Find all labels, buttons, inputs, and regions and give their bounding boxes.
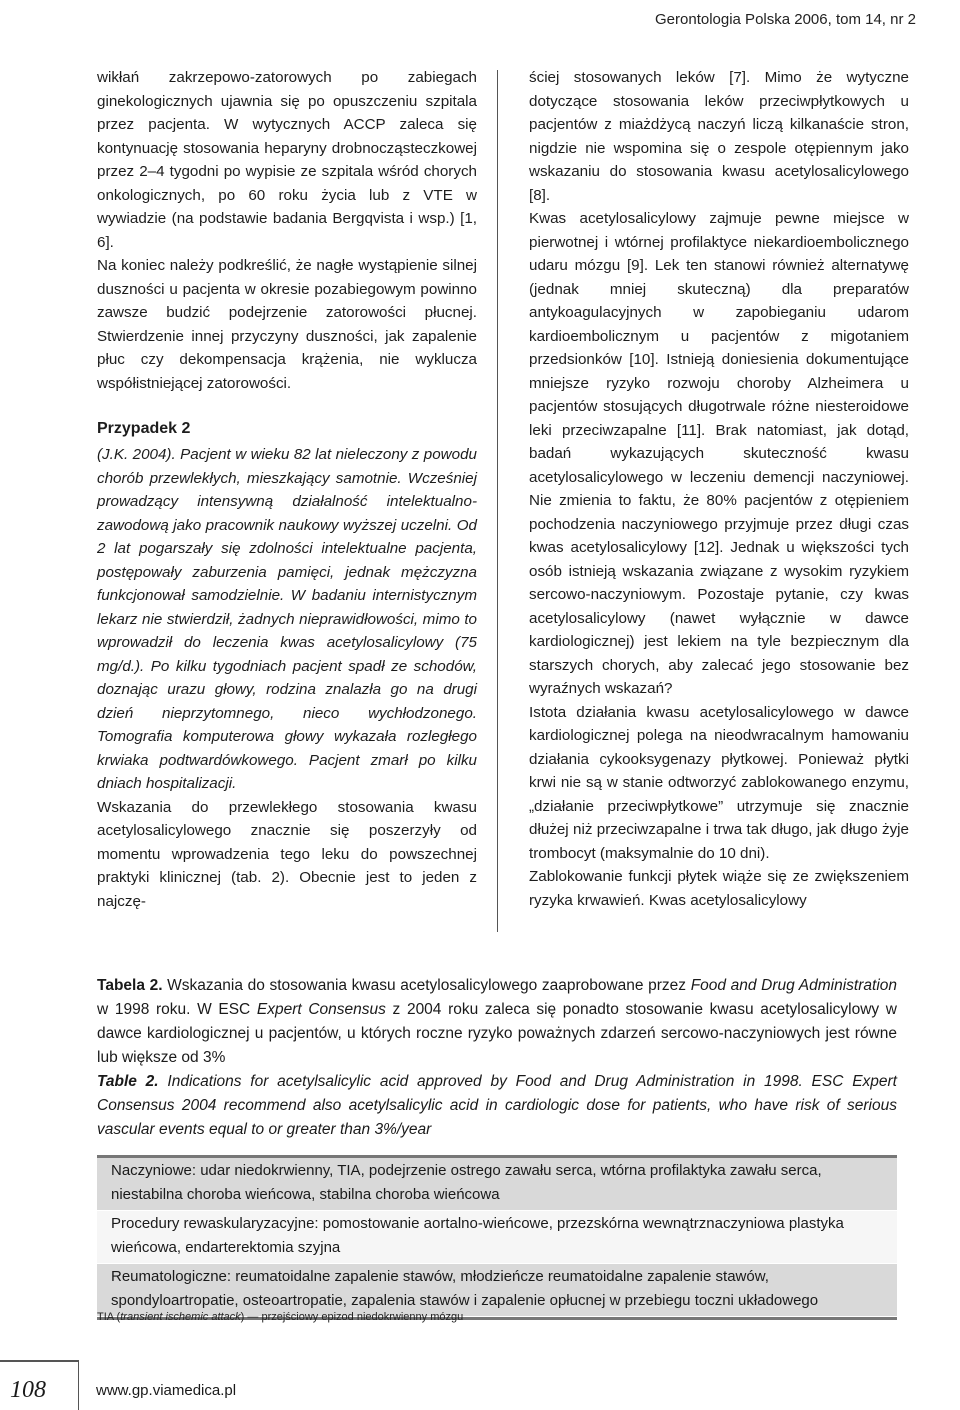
left-para-2: Na koniec należy podkreślić, że nagłe wystąpienie silnej duszności u pacjenta w okresie pozabiegowym powinno zawsze budzić podejrzenie zatorowości płucnej. Stwierdzenie innej przyczyny duszności, jak zapalenie płuc czy dekompensacja krążenia, nie wyklucza współistniejącej zatorowości.	[97, 257, 477, 392]
right-para-1: ściej stosowanych leków [7]. Mimo że wytyczne dotyczące stosowania leków przeciwpłytkowych u pacjentów z miażdżycą naczyń liczą kilkanaście stron, nigdzie nie wspomina się o zespole otępiennym jako wskazaniu do stosowania kwasu acetylosalicylowego [8].	[529, 69, 909, 204]
footnote-abbr: TIA (	[97, 1311, 121, 1323]
footer-rule	[0, 1360, 78, 1362]
right-para-4: Zablokowanie funkcji płytek wiąże się ze zwiększeniem ryzyka krwawień. Kwas acetylosalicylowy	[529, 868, 909, 909]
caption-en-text: Indications for acetylsalicylic acid approved by Food and Drug Administration in 1998. ESC Expert Consensus 2004 recommend also acetylsalicylic acid in cardiologic dose for patients, who have risk of serious vascular events equal to or greater than 3%/year	[97, 1073, 897, 1138]
caption-pl-italic-2: Expert Consensus	[256, 1001, 386, 1018]
footer-url[interactable]: www.gp.viamedica.pl	[96, 1382, 237, 1399]
running-header: Gerontologia Polska 2006, tom 14, nr 2	[655, 11, 916, 28]
left-column	[97, 66, 477, 913]
footer-vertical-rule	[78, 1360, 79, 1410]
caption-en-label: Table 2.	[97, 1073, 159, 1090]
table-footnote	[97, 1311, 463, 1323]
footnote-abbr-italic: transient ischemic attack	[120, 1311, 241, 1323]
table-caption	[97, 974, 897, 1142]
caption-pl-text-c: z 2004 roku zaleca się ponadto stosowanie kwasu acetylosalicylowy w dawce kardiologicznej u pacjentów, u których roczne ryzyko poważnych zdarzeń sercowo-naczyniowych jest równe lub większe od 3%	[97, 1001, 897, 1066]
case-heading: Przypadek 2	[97, 420, 191, 437]
table-row: Naczyniowe: udar niedokrwienny, TIA, podejrzenie ostrego zawału serca, wtórna profilaktyka zawału serca, niestabilna choroba wieńcowa, stabilna choroba wieńcowa	[97, 1158, 897, 1211]
left-para-1: wikłań zakrzepowo-zatorowych po zabiegach ginekologicznych ujawnia się po opuszczeniu szpitala przez pacjenta. W wytycznych ACCP zaleca się kontynuację stosowania heparyny drobnocząsteczkowej przez 2–4 tygodni po wypisie ze szpitala wśród chorych onkologicznych, po 60 roku życia lub z VTE w wywiadzie (na podstawie badania Bergqvista i wsp.) [1, 6].	[97, 69, 477, 251]
caption-english	[97, 1070, 897, 1142]
indications-table	[97, 1155, 897, 1320]
case-description: (J.K. 2004). Pacjent w wieku 82 lat nieleczony z powodu chorób przewlekłych, mieszkający samotnie. Wcześniej prowadzący intensywną działalność intelektualno-zawodową jako pracownik naukowy wyższej uczelni. Od 2 lat pogarszały się zdolności intelektualne pacjenta, postępowały zaburzenia pamięci, jednak mężczyzna funkcjonował samodzielnie. W badaniu internistycznym lekarz nie stwierdził, żadnych nieprawidłowości, mimo to wprowadził do leczenia kwas acetylosalicylowy (75 mg/d.). Po kilku tygodniach pacjent spadł ze schodów, doznając urazu głowy, rodzina znalazła go na drugi dzień nieprzytomnego, nieco wychłodzonego. Tomografia komputerowa głowy wykazała rozległego krwiaka podtwardówkowego. Pacjent zmarł po kilku dniach hospitalizacji.	[97, 446, 477, 792]
left-para-3: Wskazania do przewlekłego stosowania kwasu acetylosalicylowego znacznie się poszerzyły od momentu wprowadzenia tego leku do powszechnej praktyki klinicznej (tab. 2). Obecnie jest to jeden z najczę-	[97, 798, 477, 910]
caption-pl-italic: Food and Drug Administration	[690, 977, 898, 994]
page-number: 108	[10, 1377, 46, 1403]
caption-pl-text-a: Wskazania do stosowania kwasu acetylosalicylowego zaaprobowane przez	[167, 977, 691, 994]
right-para-3: Istota działania kwasu acetylosalicylowego w dawce kardiologicznej polega na nieodwracalnym hamowaniu działania cykooksygenazy płytkowej. Ponieważ płytki krwi nie są w stanie odtworzyć zablokowanego enzymu, „działanie przeciwpłytkowe” utrzymuje się znacznie dłużej niż przeciwzapalne i trwa tak długo, jak długo żyje trombocyt (maksymalnie do 10 dni).	[529, 703, 909, 862]
table-row: Reumatologiczne: reumatoidalne zapalenie stawów, młodzieńcze reumatoidalne zapalenie stawów, spondyloartropatie, osteoartropatie, zapalenia stawów i zapalenie opłucnej w przebiegu toczni układowego	[97, 1264, 897, 1317]
table-row: Procedury rewaskularyzacyjne: pomostowanie aortalno-wieńcowe, przezskórna wewnątrznaczyniowa plastyka wieńcowa, endarterektomia szyjna	[97, 1211, 897, 1264]
caption-polish	[97, 974, 897, 1070]
footnote-abbr-rest: ) — przejściowy epizod niedokrwienny mózgu	[240, 1311, 464, 1323]
caption-pl-label: Tabela 2.	[97, 977, 163, 994]
right-para-2: Kwas acetylosalicylowy zajmuje pewne miejsce w pierwotnej i wtórnej profilaktyce niekardioembolicznego udaru mózgu [9]. Lek ten stanowi również alternatywę (jednak mniej skuteczną) dla preparatów antykoagulacyjnych w zapobieganiu udarom kardioembolicznym u pacjentów z migotaniem przedsionków [10]. Istnieją doniesienia dokumentujące mniejsze ryzyko rozwoju choroby Alzheimera u pacjentów stosujących długotrwale różne niesteroidowe leki przeciwzapalne [11]. Brak natomiast, jak dotąd, badań wykazujących skuteczność kwasu acetylosalicylowego w leczeniu demencji naczyniowej. Nie zmienia to faktu, że 80% pacjentów z otępieniem pochodzenia naczyniowego przyjmuje przez długi czas kwas acetylosalicylowy [12]. Jednak u większości tych osób istnieją wskazania związane z wysokim ryzykiem sercowo-naczyniowym. Pozostaje pytanie, czy kwas acetylosalicylowy (nawet wyłącznie w dawce kardiologicznej) jest lekiem na tyle bezpiecznym dla starszych chorych, aby zalecać jego stosowanie bez wyraźnych wskazań?	[529, 210, 909, 697]
caption-pl-text-b: w 1998 roku. W ESC	[97, 1001, 257, 1018]
column-divider	[497, 70, 498, 932]
right-column	[529, 66, 909, 912]
